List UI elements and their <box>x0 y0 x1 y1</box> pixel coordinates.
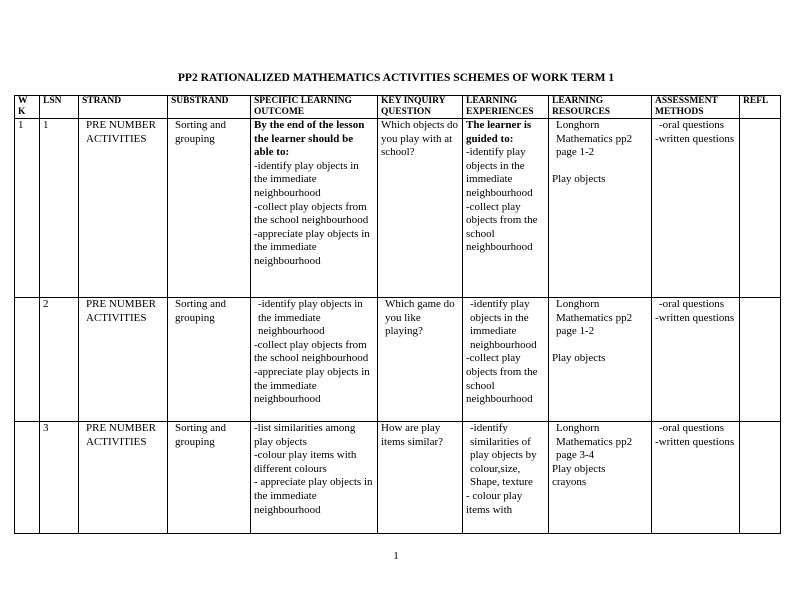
cell-learning-resources: Longhorn Mathematics pp2 page 1-2 Play objects <box>549 119 652 298</box>
header-strand: STRAND <box>79 96 168 119</box>
cell-learning-experiences: The learner is guided to: -identify play objects in the immediate neighbourhood -collect play objects from the school neighbourhood <box>463 119 549 298</box>
cell-wk <box>15 298 40 422</box>
header-specific-learning-outcome: SPECIFIC LEARNING OUTCOME <box>251 96 378 119</box>
cell-assessment-methods: -oral questions -written questions <box>652 119 740 298</box>
cell-key-inquiry-question: Which game do you like playing? <box>378 298 463 422</box>
cell-substrand: Sorting and grouping <box>168 119 251 298</box>
cell-strand: PRE NUMBER ACTIVITIES <box>79 422 168 534</box>
cell-learning-resources: Longhorn Mathematics pp2 page 1-2 Play objects <box>549 298 652 422</box>
cell-substrand: Sorting and grouping <box>168 298 251 422</box>
header-refl: REFL <box>740 96 781 119</box>
cell-refl <box>740 119 781 298</box>
cell-learning-experiences: -identify similarities of play objects by colour,size, Shape, texture - colour play items with <box>463 422 549 534</box>
cell-refl <box>740 298 781 422</box>
slo-lead: By the end of the lesson the learner should be able to: <box>254 119 365 159</box>
table-row <box>15 422 781 534</box>
cell-strand: PRE NUMBER ACTIVITIES <box>79 298 168 422</box>
cell-key-inquiry-question: How are play items similar? <box>378 422 463 534</box>
cell-lsn: 3 <box>40 422 79 534</box>
cell-assessment-methods: -oral questions -written questions <box>652 298 740 422</box>
table-row <box>15 119 781 298</box>
cell-substrand: Sorting and grouping <box>168 422 251 534</box>
header-substrand: SUBSTRAND <box>168 96 251 119</box>
cell-learning-experiences: -identify play objects in the immediate neighbourhood -collect play objects from the school neighbourhood <box>463 298 549 422</box>
document-title: PP2 RATIONALIZED MATHEMATICS ACTIVITIES SCHEMES OF WORK TERM 1 <box>177 72 615 84</box>
cell-lsn: 1 <box>40 119 79 298</box>
table-row <box>15 298 781 422</box>
cell-specific-learning-outcome: -identify play objects in the immediate neighbourhood -collect play objects from the school neighbourhood -appreciate play objects in the immediate neighbourhood <box>251 298 378 422</box>
cell-refl <box>740 422 781 534</box>
header-learning-experiences: LEARNING EXPERIENCES <box>463 96 549 119</box>
cell-assessment-methods: -oral questions -written questions <box>652 422 740 534</box>
cell-learning-resources: Longhorn Mathematics pp2 page 3-4 Play objects crayons <box>549 422 652 534</box>
cell-specific-learning-outcome: By the end of the lesson the learner should be able to: -identify play objects in the immediate neighbourhood -collect play objects from the school neighbourhood -appreciate play objects in the immediate neighbourhood <box>251 119 378 298</box>
table-header-row <box>15 96 781 119</box>
page-number: 1 <box>393 550 399 562</box>
header-assessment-methods: ASSESSMENT METHODS <box>652 96 740 119</box>
cell-wk <box>15 422 40 534</box>
header-key-inquiry-question: KEY INQUIRY QUESTION <box>378 96 463 119</box>
le-lead: The learner is guided to: <box>466 119 532 145</box>
header-wk: W K <box>15 96 40 119</box>
cell-specific-learning-outcome: -list similarities among play objects -colour play items with different colours - appreciate play objects in the immediate neighbourhood <box>251 422 378 534</box>
cell-strand: PRE NUMBER ACTIVITIES <box>79 119 168 298</box>
cell-wk: 1 <box>15 119 40 298</box>
cell-key-inquiry-question: Which objects do you play with at school? <box>378 119 463 298</box>
header-learning-resources: LEARNING RESOURCES <box>549 96 652 119</box>
cell-lsn: 2 <box>40 298 79 422</box>
scheme-of-work-table <box>14 95 781 534</box>
header-lsn: LSN <box>40 96 79 119</box>
